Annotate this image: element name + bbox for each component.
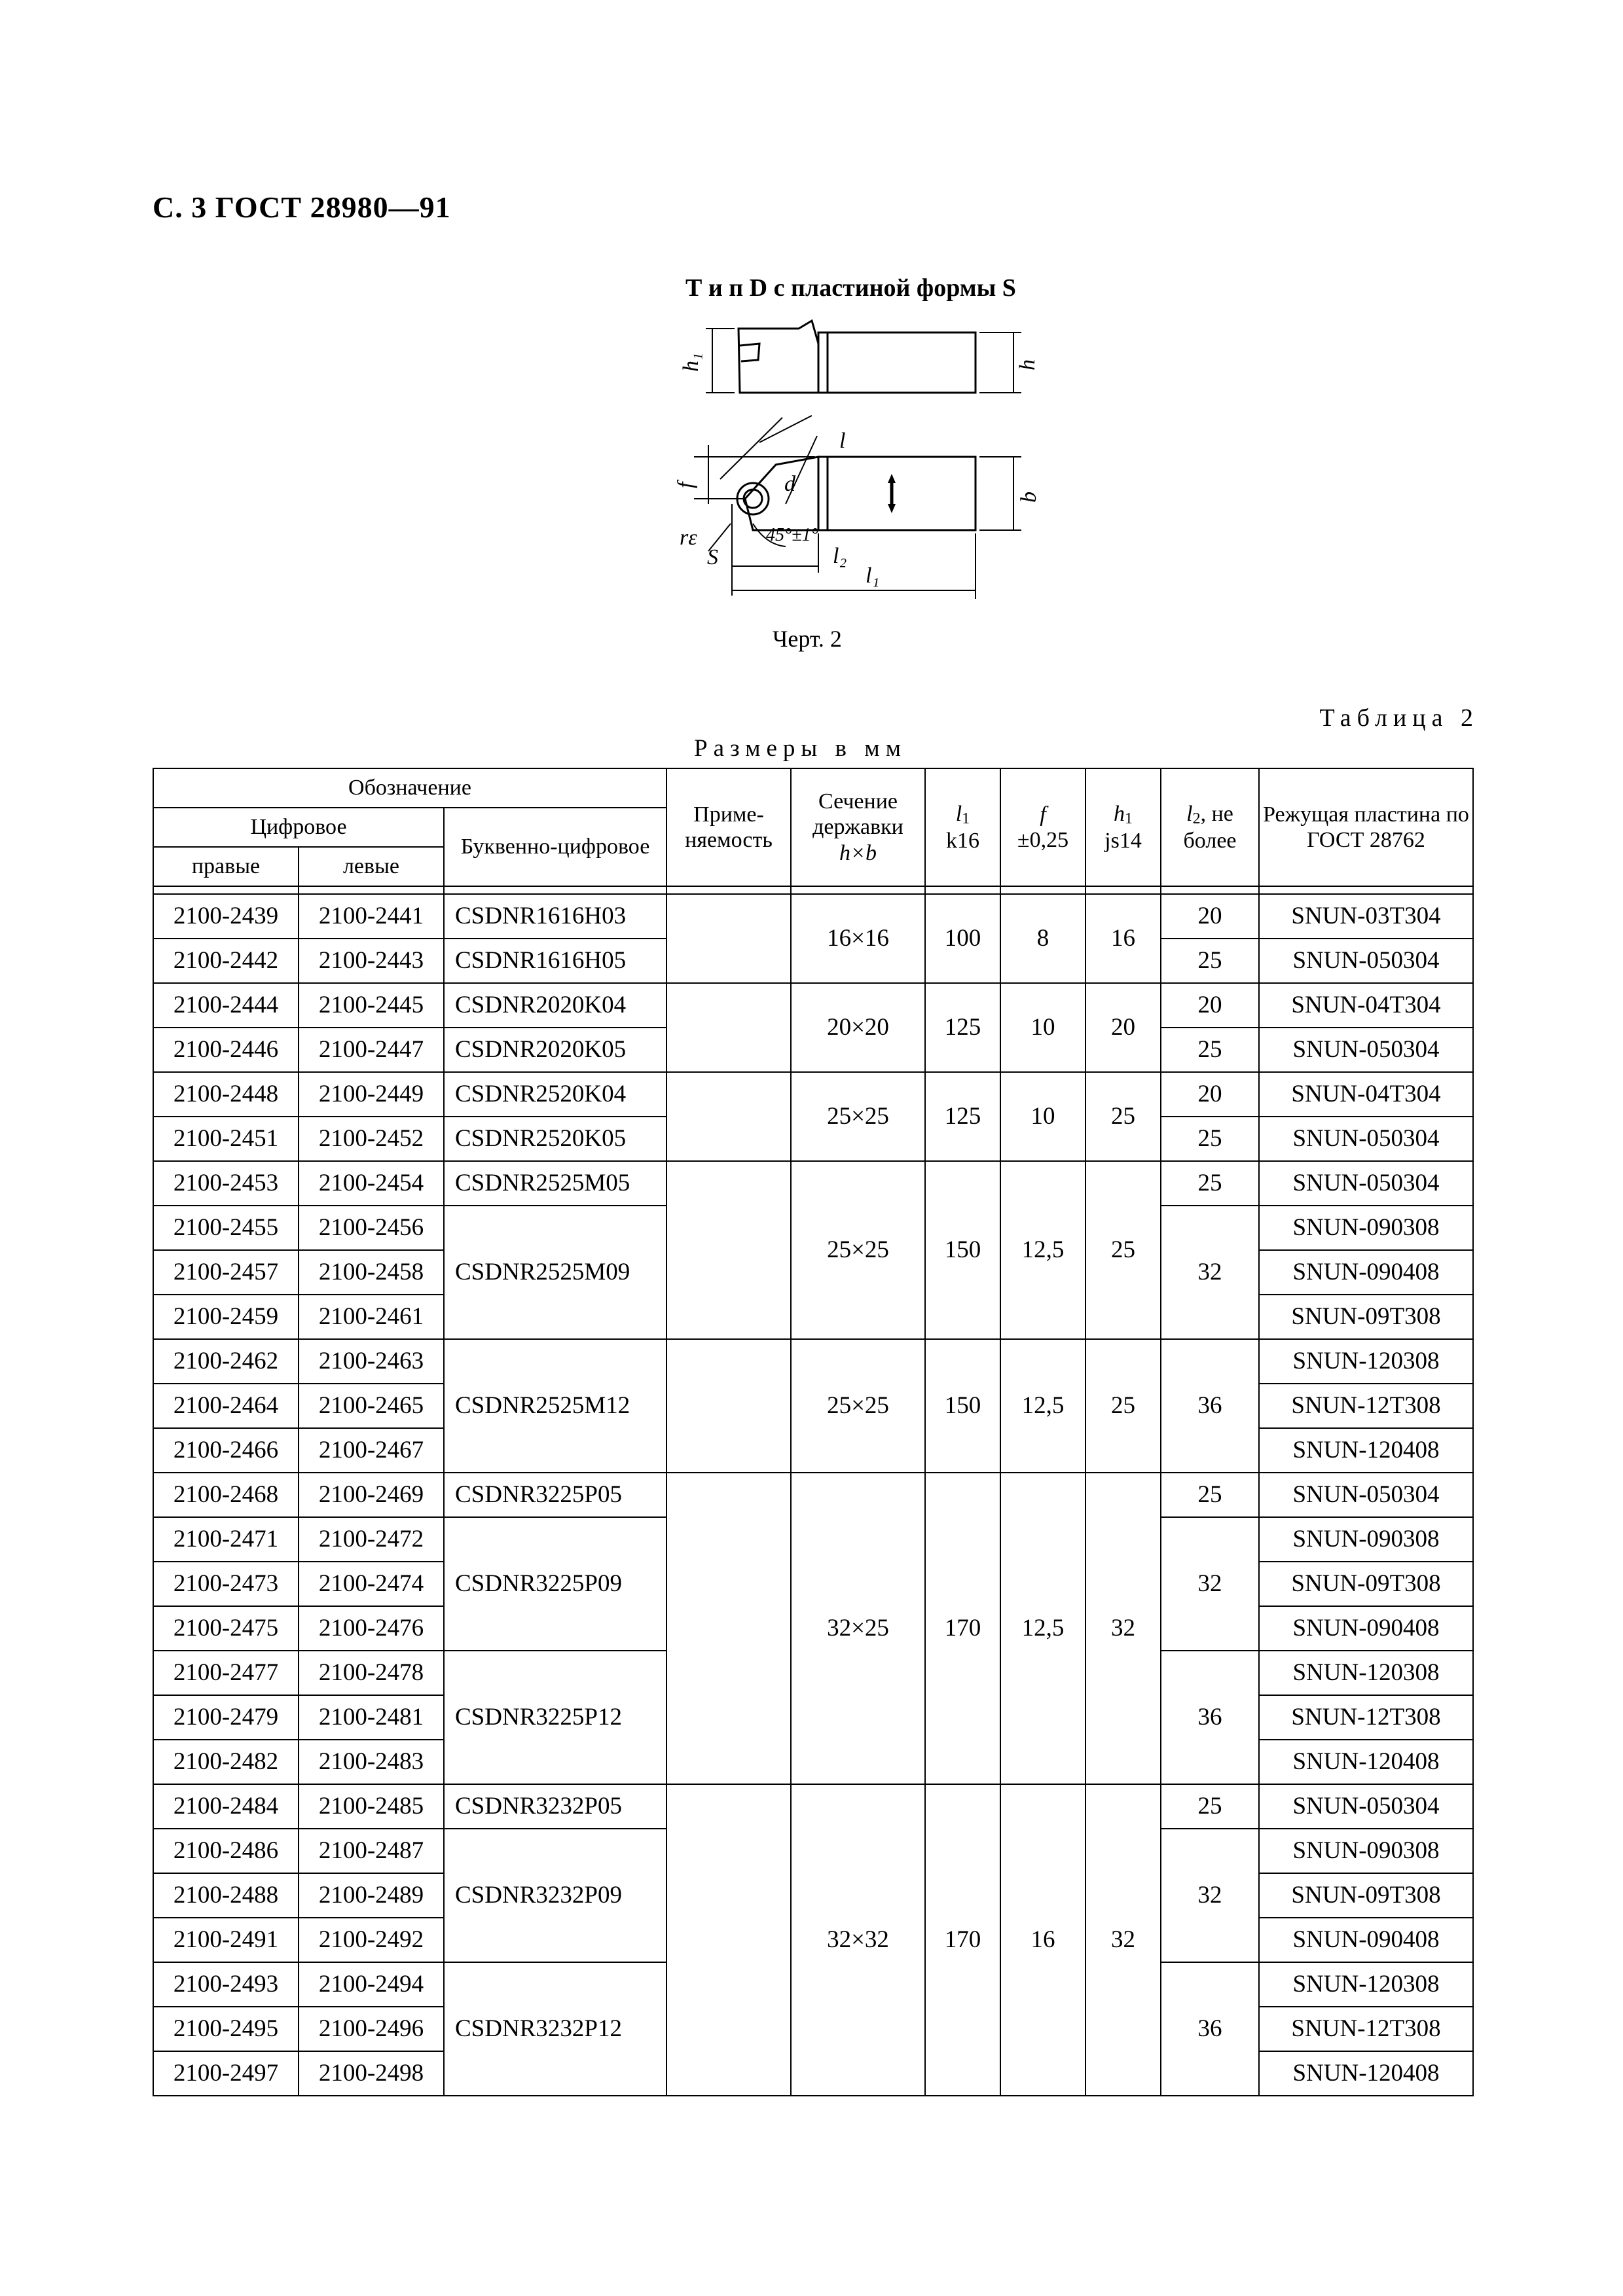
cell-left-code: 2100-2441 xyxy=(299,894,444,939)
cell-left-code: 2100-2454 xyxy=(299,1161,444,1206)
cell-right-code: 2100-2484 xyxy=(153,1784,299,1829)
cell-section: 25×25 xyxy=(791,1072,925,1161)
cell-right-code: 2100-2475 xyxy=(153,1606,299,1651)
cell-plate: SNUN-120408 xyxy=(1259,1740,1473,1784)
cell-plate: SNUN-120308 xyxy=(1259,1962,1473,2007)
cell-f: 10 xyxy=(1000,1072,1085,1161)
cell-left-code: 2100-2483 xyxy=(299,1740,444,1784)
table-row xyxy=(153,1784,1473,1829)
cell-l1: 150 xyxy=(925,1161,1000,1339)
cell-applicability xyxy=(666,1473,791,1784)
cell-l2: 25 xyxy=(1161,1473,1259,1517)
label-h1: h₁ xyxy=(679,353,703,372)
th-l2 xyxy=(1161,768,1259,886)
label-f: f xyxy=(674,482,698,488)
side-view-outline xyxy=(739,321,818,393)
table-row xyxy=(153,894,1473,939)
cell-f: 12,5 xyxy=(1000,1161,1085,1339)
th-section-label: Сечение державки xyxy=(812,789,903,840)
cell-right-code: 2100-2477 xyxy=(153,1651,299,1695)
cell-right-code: 2100-2439 xyxy=(153,894,299,939)
cell-plate: SNUN-09T308 xyxy=(1259,1562,1473,1606)
cell-plate: SNUN-090308 xyxy=(1259,1829,1473,1873)
cell-right-code: 2100-2448 xyxy=(153,1072,299,1117)
cell-l1: 125 xyxy=(925,1072,1000,1161)
cell-h1: 25 xyxy=(1085,1072,1161,1161)
th-left: левые xyxy=(299,847,444,886)
th-l2-note: , не более xyxy=(1183,801,1237,853)
th-f-tol: ±0,25 xyxy=(1017,828,1069,852)
label-l: l xyxy=(839,429,846,453)
cell-plate: SNUN-12T308 xyxy=(1259,1384,1473,1428)
cell-plate: SNUN-050304 xyxy=(1259,1161,1473,1206)
th-digital: Цифровое xyxy=(153,808,444,847)
cell-alnum-code: CSDNR2020K05 xyxy=(444,1028,666,1072)
cell-h1: 32 xyxy=(1085,1473,1161,1784)
label-re: rε xyxy=(680,526,697,550)
th-l1-sub: 1 xyxy=(962,810,970,827)
cell-left-code: 2100-2498 xyxy=(299,2051,444,2096)
th-right: правые xyxy=(153,847,299,886)
cell-h1: 16 xyxy=(1085,894,1161,983)
cell-plate: SNUN-12T308 xyxy=(1259,1695,1473,1740)
cell-section: 25×25 xyxy=(791,1339,925,1473)
cell-plate: SNUN-050304 xyxy=(1259,1117,1473,1161)
table-row xyxy=(153,1473,1473,1517)
units-label: Размеры в мм xyxy=(694,735,907,762)
cell-left-code: 2100-2467 xyxy=(299,1428,444,1473)
cell-plate: SNUN-090308 xyxy=(1259,1517,1473,1562)
th-h1-sub: 1 xyxy=(1125,810,1133,827)
cell-right-code: 2100-2471 xyxy=(153,1517,299,1562)
cell-alnum-code: CSDNR2020K04 xyxy=(444,983,666,1028)
th-l2-sym: l xyxy=(1186,801,1193,826)
th-l1-tol: k16 xyxy=(946,829,979,853)
cell-alnum-code: CSDNR3232P12 xyxy=(444,1962,666,2096)
cell-plate: SNUN-050304 xyxy=(1259,1784,1473,1829)
cell-right-code: 2100-2479 xyxy=(153,1695,299,1740)
cell-right-code: 2100-2495 xyxy=(153,2007,299,2051)
dimensions-table xyxy=(153,768,1474,2096)
th-h1-tol: js14 xyxy=(1104,829,1142,853)
cell-plate: SNUN-09T308 xyxy=(1259,1295,1473,1339)
cell-applicability xyxy=(666,1784,791,2096)
th-f-sym: f xyxy=(1040,802,1046,827)
th-l1 xyxy=(925,768,1000,886)
page-header: С. 3 ГОСТ 28980—91 xyxy=(153,190,451,224)
cell-left-code: 2100-2463 xyxy=(299,1339,444,1384)
cell-f: 10 xyxy=(1000,983,1085,1072)
cell-plate: SNUN-09T308 xyxy=(1259,1873,1473,1918)
label-angle: 45°±1° xyxy=(766,525,818,545)
table-row xyxy=(153,983,1473,1028)
header-separator xyxy=(1259,886,1473,894)
cell-right-code: 2100-2451 xyxy=(153,1117,299,1161)
cell-right-code: 2100-2462 xyxy=(153,1339,299,1384)
table-label: Таблица 2 xyxy=(1319,704,1479,732)
cell-right-code: 2100-2491 xyxy=(153,1918,299,1962)
cell-l2: 32 xyxy=(1161,1517,1259,1651)
insert-circle xyxy=(744,490,762,508)
cell-left-code: 2100-2465 xyxy=(299,1384,444,1428)
label-l1: l₁ xyxy=(866,564,880,588)
cell-plate: SNUN-090408 xyxy=(1259,1250,1473,1295)
cell-right-code: 2100-2473 xyxy=(153,1562,299,1606)
cell-right-code: 2100-2468 xyxy=(153,1473,299,1517)
cell-section: 25×25 xyxy=(791,1161,925,1339)
cell-right-code: 2100-2453 xyxy=(153,1161,299,1206)
th-h1-sym: h xyxy=(1114,801,1125,826)
cell-left-code: 2100-2461 xyxy=(299,1295,444,1339)
header-separator xyxy=(925,886,1000,894)
cell-alnum-code: CSDNR2520K05 xyxy=(444,1117,666,1161)
cell-alnum-code: CSDNR2520K04 xyxy=(444,1072,666,1117)
table-row xyxy=(153,1161,1473,1206)
label-s: S xyxy=(707,545,718,569)
cell-h1: 32 xyxy=(1085,1784,1161,2096)
cell-alnum-code: CSDNR2525M05 xyxy=(444,1161,666,1206)
header-separator xyxy=(1000,886,1085,894)
cell-right-code: 2100-2497 xyxy=(153,2051,299,2096)
cell-alnum-code: CSDNR1616H03 xyxy=(444,894,666,939)
cell-plate: SNUN-120308 xyxy=(1259,1339,1473,1384)
cell-applicability xyxy=(666,983,791,1072)
cell-plate: SNUN-090408 xyxy=(1259,1606,1473,1651)
th-h1 xyxy=(1085,768,1161,886)
cell-l2: 20 xyxy=(1161,894,1259,939)
cell-h1: 20 xyxy=(1085,983,1161,1072)
cell-left-code: 2100-2449 xyxy=(299,1072,444,1117)
cell-alnum-code: CSDNR2525M09 xyxy=(444,1206,666,1339)
cell-plate: SNUN-04T304 xyxy=(1259,1072,1473,1117)
th-plate: Режущая пластина по ГОСТ 28762 xyxy=(1259,768,1473,886)
cell-l2: 25 xyxy=(1161,1161,1259,1206)
cell-plate: SNUN-120308 xyxy=(1259,1651,1473,1695)
cell-section: 20×20 xyxy=(791,983,925,1072)
header-separator xyxy=(791,886,925,894)
cell-f: 12,5 xyxy=(1000,1473,1085,1784)
th-applicability: Приме-няемость xyxy=(666,768,791,886)
table-body xyxy=(153,886,1473,2096)
cell-plate: SNUN-050304 xyxy=(1259,1028,1473,1072)
cell-left-code: 2100-2474 xyxy=(299,1562,444,1606)
cell-left-code: 2100-2487 xyxy=(299,1829,444,1873)
header-separator xyxy=(153,886,299,894)
label-b: b xyxy=(1017,492,1041,503)
cell-left-code: 2100-2472 xyxy=(299,1517,444,1562)
cell-right-code: 2100-2442 xyxy=(153,939,299,983)
cell-left-code: 2100-2489 xyxy=(299,1873,444,1918)
cell-left-code: 2100-2476 xyxy=(299,1606,444,1651)
th-alnum: Буквенно-цифровое xyxy=(444,808,666,886)
cell-right-code: 2100-2466 xyxy=(153,1428,299,1473)
cell-left-code: 2100-2452 xyxy=(299,1117,444,1161)
cell-f: 16 xyxy=(1000,1784,1085,2096)
cell-right-code: 2100-2455 xyxy=(153,1206,299,1250)
cell-l2: 25 xyxy=(1161,1028,1259,1072)
label-l2: l₂ xyxy=(833,544,847,568)
cell-left-code: 2100-2481 xyxy=(299,1695,444,1740)
cell-right-code: 2100-2457 xyxy=(153,1250,299,1295)
th-section-sym: h×b xyxy=(839,840,877,865)
cell-l2: 32 xyxy=(1161,1829,1259,1962)
cell-left-code: 2100-2443 xyxy=(299,939,444,983)
cell-l1: 170 xyxy=(925,1473,1000,1784)
cell-plate: SNUN-120408 xyxy=(1259,1428,1473,1473)
cell-plate: SNUN-04T304 xyxy=(1259,983,1473,1028)
cell-right-code: 2100-2482 xyxy=(153,1740,299,1784)
cell-l2: 25 xyxy=(1161,939,1259,983)
cell-plate: SNUN-12T308 xyxy=(1259,2007,1473,2051)
cell-plate: SNUN-03T304 xyxy=(1259,894,1473,939)
header-separator xyxy=(444,886,666,894)
cell-left-code: 2100-2494 xyxy=(299,1962,444,2007)
cell-alnum-code: CSDNR3232P09 xyxy=(444,1829,666,1962)
cell-left-code: 2100-2456 xyxy=(299,1206,444,1250)
cell-l2: 36 xyxy=(1161,1651,1259,1784)
cell-right-code: 2100-2488 xyxy=(153,1873,299,1918)
th-designation: Обозначение xyxy=(153,768,666,808)
cell-l2: 36 xyxy=(1161,1962,1259,2096)
cell-applicability xyxy=(666,1072,791,1161)
cell-plate: SNUN-050304 xyxy=(1259,1473,1473,1517)
cell-section: 32×25 xyxy=(791,1473,925,1784)
cell-l1: 170 xyxy=(925,1784,1000,2096)
tool-drawing xyxy=(655,308,1061,615)
table-row xyxy=(153,1072,1473,1117)
cell-left-code: 2100-2458 xyxy=(299,1250,444,1295)
cell-plate: SNUN-090308 xyxy=(1259,1206,1473,1250)
cell-alnum-code: CSDNR1616H05 xyxy=(444,939,666,983)
top-view-head xyxy=(745,457,818,530)
cell-left-code: 2100-2445 xyxy=(299,983,444,1028)
cell-l2: 20 xyxy=(1161,983,1259,1028)
drawing-title: Т и п D с пластиной формы S xyxy=(685,274,1016,302)
cell-h1: 25 xyxy=(1085,1161,1161,1339)
cell-h1: 25 xyxy=(1085,1339,1161,1473)
cell-alnum-code: CSDNR3225P12 xyxy=(444,1651,666,1784)
cell-l2: 25 xyxy=(1161,1117,1259,1161)
cell-left-code: 2100-2478 xyxy=(299,1651,444,1695)
cell-left-code: 2100-2492 xyxy=(299,1918,444,1962)
cell-l1: 100 xyxy=(925,894,1000,983)
cell-l2: 36 xyxy=(1161,1339,1259,1473)
cell-alnum-code: CSDNR3225P05 xyxy=(444,1473,666,1517)
cell-right-code: 2100-2486 xyxy=(153,1829,299,1873)
th-section xyxy=(791,768,925,886)
label-d: d xyxy=(784,472,795,496)
cell-left-code: 2100-2485 xyxy=(299,1784,444,1829)
cell-left-code: 2100-2496 xyxy=(299,2007,444,2051)
cell-alnum-code: CSDNR3225P09 xyxy=(444,1517,666,1651)
cell-f: 8 xyxy=(1000,894,1085,983)
header-separator xyxy=(666,886,791,894)
table-row xyxy=(153,1339,1473,1384)
cell-f: 12,5 xyxy=(1000,1339,1085,1473)
top-view-shank xyxy=(818,457,976,530)
cell-right-code: 2100-2446 xyxy=(153,1028,299,1072)
header-separator xyxy=(299,886,444,894)
cell-plate: SNUN-120408 xyxy=(1259,2051,1473,2096)
cell-alnum-code: CSDNR3232P05 xyxy=(444,1784,666,1829)
cell-applicability xyxy=(666,894,791,983)
header-separator xyxy=(1085,886,1161,894)
label-h: h xyxy=(1015,359,1040,370)
cell-applicability xyxy=(666,1339,791,1473)
cell-l2: 20 xyxy=(1161,1072,1259,1117)
cell-plate: SNUN-050304 xyxy=(1259,939,1473,983)
cell-plate: SNUN-090408 xyxy=(1259,1918,1473,1962)
drawing-caption: Черт. 2 xyxy=(773,626,842,652)
th-f xyxy=(1000,768,1085,886)
cell-right-code: 2100-2459 xyxy=(153,1295,299,1339)
cell-l1: 150 xyxy=(925,1339,1000,1473)
th-l1-sym: l xyxy=(955,801,962,826)
cell-l2: 32 xyxy=(1161,1206,1259,1339)
cell-l1: 125 xyxy=(925,983,1000,1072)
side-view-shank xyxy=(818,332,976,393)
cell-section: 32×32 xyxy=(791,1784,925,2096)
cell-section: 16×16 xyxy=(791,894,925,983)
cell-alnum-code: CSDNR2525M12 xyxy=(444,1339,666,1473)
header-separator xyxy=(1161,886,1259,894)
cell-right-code: 2100-2444 xyxy=(153,983,299,1028)
cell-l2: 25 xyxy=(1161,1784,1259,1829)
cell-right-code: 2100-2464 xyxy=(153,1384,299,1428)
cell-left-code: 2100-2447 xyxy=(299,1028,444,1072)
cell-right-code: 2100-2493 xyxy=(153,1962,299,2007)
cell-applicability xyxy=(666,1161,791,1339)
cell-left-code: 2100-2469 xyxy=(299,1473,444,1517)
th-l2-sub: 2 xyxy=(1192,810,1201,827)
